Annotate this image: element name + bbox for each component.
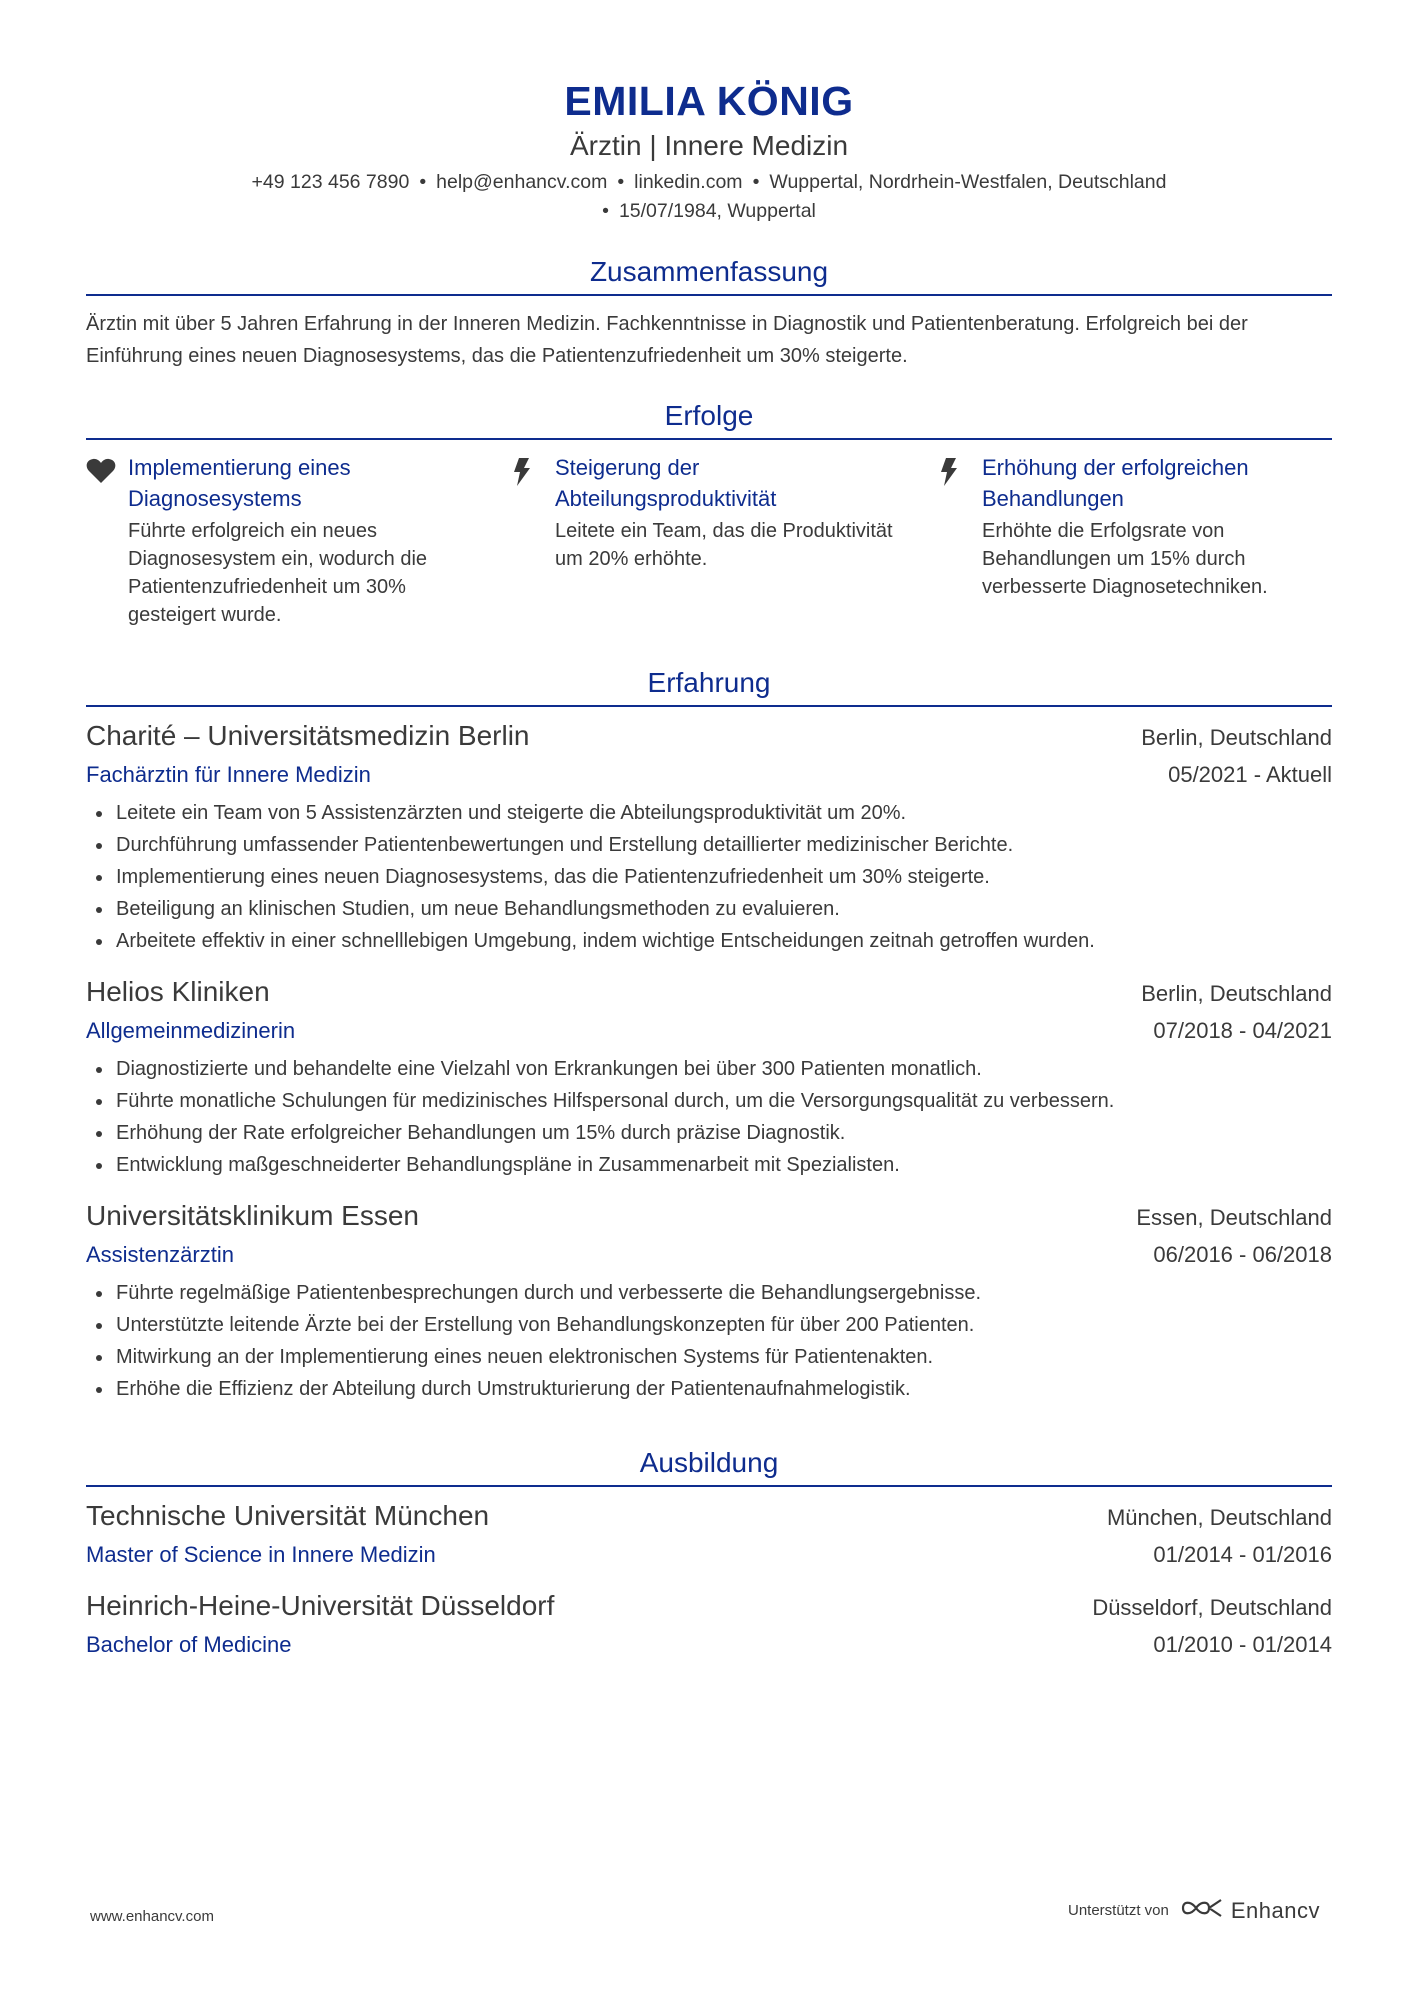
education-entry xyxy=(86,1587,1332,1663)
summary-section xyxy=(86,254,1332,372)
bolt-icon xyxy=(513,452,555,629)
degree: Bachelor of Medicine xyxy=(86,1632,292,1657)
achievements-section xyxy=(86,398,1332,629)
job-bullets xyxy=(86,1277,1332,1405)
education-entry xyxy=(86,1497,1332,1573)
achievements-heading: Erfolge xyxy=(86,398,1332,440)
summary-text: Ärztin mit über 5 Jahren Erfahrung in der Inneren Medizin. Fachkenntnisse in Diagnostik und Patientenberatung. Erfolgreich bei der Einführung eines neuen Diagnosesystems, das die Patientenzufriedenheit um 30% steigerte. xyxy=(86,313,1248,367)
education-dates: 01/2014 - 01/2016 xyxy=(1153,1542,1332,1567)
job-dates: 05/2021 - Aktuell xyxy=(1168,762,1332,787)
list-item: Erhöhung der Rate erfolgreicher Behandlungen um 15% durch präzise Diagnostik. xyxy=(86,1117,1332,1149)
summary-heading: Zusammenfassung xyxy=(86,254,1332,296)
school-name: Heinrich-Heine-Universität Düsseldorf xyxy=(86,1590,555,1621)
job-entry xyxy=(86,1197,1332,1405)
job-dates: 07/2018 - 04/2021 xyxy=(1153,1018,1332,1043)
job-entry xyxy=(86,973,1332,1181)
school-location: München, Deutschland xyxy=(1106,1505,1332,1530)
footer-website[interactable]: www.enhancv.com xyxy=(90,1908,214,1925)
achievement-desc: Leitete ein Team, das die Produktivität um 20% erhöhte. xyxy=(555,520,893,570)
achievement-title: Steigerung der Abteilungsproduktivität xyxy=(555,455,777,511)
enhancv-logo-icon xyxy=(1179,1896,1225,1925)
footer-branding xyxy=(1068,1896,1320,1925)
email-link[interactable]: help@enhancv.com xyxy=(436,171,608,193)
job-dates: 06/2016 - 06/2018 xyxy=(1153,1242,1332,1267)
list-item: Beteiligung an klinischen Studien, um neue Behandlungsmethoden zu evaluieren. xyxy=(86,893,1332,925)
achievement-title: Implementierung eines Diagnosesystems xyxy=(128,455,351,511)
candidate-title: Ärztin | Innere Medizin xyxy=(569,130,849,161)
experience-section xyxy=(86,665,1332,1405)
job-organization: Helios Kliniken xyxy=(86,976,270,1007)
birth-line: • 15/07/1984, Wuppertal xyxy=(602,200,816,222)
heart-icon xyxy=(86,452,128,629)
education-heading: Ausbildung xyxy=(86,1445,1332,1487)
achievement-item xyxy=(940,452,1332,629)
job-bullets xyxy=(86,1053,1332,1181)
enhancv-brand: Enhancv xyxy=(1230,1897,1320,1923)
bolt-icon xyxy=(940,452,982,629)
education-section xyxy=(86,1445,1332,1663)
job-organization: Charité – Universitätsmedizin Berlin xyxy=(86,720,530,751)
powered-by-label: Unterstützt von xyxy=(1067,1902,1169,1919)
list-item: Erhöhe die Effizienz der Abteilung durch Umstrukturierung der Patientenaufnahmelogistik. xyxy=(86,1373,1332,1405)
education-dates: 01/2010 - 01/2014 xyxy=(1153,1632,1332,1657)
job-role: Fachärztin für Innere Medizin xyxy=(86,762,371,787)
list-item: Führte monatliche Schulungen für medizinisches Hilfspersonal durch, um die Versorgungsqualität zu verbessern. xyxy=(86,1085,1332,1117)
achievement-title: Erhöhung der erfolgreichen Behandlungen xyxy=(982,455,1249,511)
achievement-desc: Führte erfolgreich ein neues Diagnosesystem ein, wodurch die Patientenzufriedenheit um 30% gesteigert wurde. xyxy=(128,520,428,626)
job-organization: Universitätsklinikum Essen xyxy=(86,1200,419,1231)
job-bullets xyxy=(86,797,1332,957)
list-item: Mitwirkung an der Implementierung eines neuen elektronischen Systems für Patientenakten. xyxy=(86,1341,1332,1373)
job-role: Assistenzärztin xyxy=(86,1242,234,1267)
list-item: Arbeitete effektiv in einer schnelllebigen Umgebung, indem wichtige Entscheidungen zeitnah getroffen wurden. xyxy=(86,925,1332,957)
achievement-item xyxy=(86,452,513,629)
list-item: Durchführung umfassender Patientenbewertungen und Erstellung detaillierter medizinischer Berichte. xyxy=(86,829,1332,861)
list-item: Entwicklung maßgeschneiderter Behandlungspläne in Zusammenarbeit mit Spezialisten. xyxy=(86,1149,1332,1181)
linkedin-link[interactable]: linkedin.com xyxy=(634,171,743,193)
job-entry xyxy=(86,717,1332,957)
experience-heading: Erfahrung xyxy=(86,665,1332,707)
list-item: Leitete ein Team von 5 Assistenzärzten und steigerte die Abteilungsproduktivität um 20%. xyxy=(86,797,1332,829)
job-location: Berlin, Deutschland xyxy=(1141,981,1332,1006)
birth-info: 15/07/1984, Wuppertal xyxy=(618,200,816,222)
degree: Master of Science in Innere Medizin xyxy=(86,1542,436,1567)
school-location: Düsseldorf, Deutschland xyxy=(1092,1595,1332,1620)
school-name: Technische Universität München xyxy=(86,1500,490,1531)
resume-header xyxy=(86,76,1332,226)
location: Wuppertal, Nordrhein-Westfalen, Deutschland xyxy=(769,171,1167,193)
list-item: Unterstützte leitende Ärzte bei der Erstellung von Behandlungskonzepten für über 200 Patienten. xyxy=(86,1309,1332,1341)
list-item: Diagnostizierte und behandelte eine Vielzahl von Erkrankungen bei über 300 Patienten monatlich. xyxy=(86,1053,1332,1085)
achievement-desc: Erhöhte die Erfolgsrate von Behandlungen um 15% durch verbesserte Diagnosetechniken. xyxy=(982,520,1268,598)
job-role: Allgemeinmedizinerin xyxy=(86,1018,296,1043)
job-location: Essen, Deutschland xyxy=(1136,1205,1332,1230)
phone: +49 123 456 7890 xyxy=(251,171,410,193)
job-location: Berlin, Deutschland xyxy=(1141,725,1332,750)
list-item: Führte regelmäßige Patientenbesprechungen durch und verbesserte die Behandlungsergebnisse. xyxy=(86,1277,1332,1309)
achievement-item xyxy=(513,452,940,629)
list-item: Implementierung eines neuen Diagnosesystems, das die Patientenzufriedenheit um 30% steigerte. xyxy=(86,861,1332,893)
candidate-name: EMILIA KÖNIG xyxy=(564,78,854,124)
contact-line: +49 123 456 7890 • help@enhancv.com • linkedin.com • Wuppertal, Nordrhein-Westfalen, Deutschland xyxy=(251,171,1167,193)
